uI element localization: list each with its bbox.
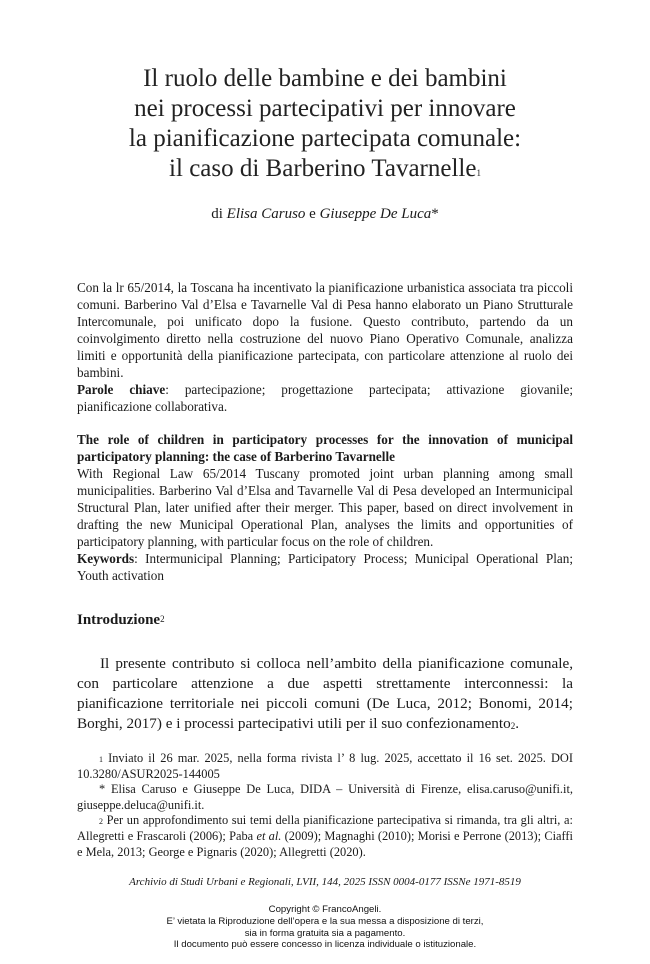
footnotes xyxy=(77,751,573,860)
english-title: The role of children in participatory processes for the innovation of municipal participatory planning: the case of Barberino Tavarnelle xyxy=(77,432,573,464)
abstract-italian xyxy=(77,279,573,415)
abstract-text: With Regional Law 65/2014 Tuscany promoted joint urban planning among small municipalities. Barberino Val d’Elsa and Tavarnelle Val di Pesa developed an Intermunicipal Structural Plan, later unified after their merger. This paper, based on direct involvement in drafting the new Municipal Operational Plan, analyses the limits and opportunities of participatory planning, with particular focus on the role of children. xyxy=(77,466,573,549)
abstract-english xyxy=(77,431,573,584)
keywords-label: Parole chiave xyxy=(77,382,166,397)
heading-footnote-mark: 2 xyxy=(160,614,165,624)
keywords-en: Keywords: Intermunicipal Planning; Participatory Process; Municipal Operational Plan; Youth activation xyxy=(77,551,573,583)
title-line: il caso di Barberino Tavarnelle$^1$ xyxy=(169,155,481,182)
author-name: Giuseppe De Luca xyxy=(319,206,432,222)
copyright-notice: Copyright © FrancoAngeli. E’ vietata la Riproduzione dell’opera e la sua messa a disposizione di terzi, sia in forma gratuita sia a pagamento. Il documento può essere concesso in licenza individuale o istituzionale. xyxy=(166,904,484,951)
author-mark: * xyxy=(431,206,439,222)
body-footnote-mark: 2 xyxy=(510,721,516,731)
author-name: Elisa Caruso xyxy=(226,206,306,222)
journal-citation: Archivio di Studi Urbani e Regionali, LVII, 144, 2025 ISSN 0004-0177 ISSNe 1971-8519 xyxy=(129,876,521,888)
title-line: la pianificazione partecipata comunale: xyxy=(128,125,522,152)
keywords-label: Keywords xyxy=(77,551,135,566)
footnote-authors: * Elisa Caruso e Giuseppe De Luca, DIDA – Università di Firenze, elisa.caruso@unifi.it, giuseppe.deluca@unifi.it. xyxy=(77,782,573,812)
footnote-2: $^2$ Per un approfondimento sui temi della pianificazione partecipativa si rimanda, tra gli altri, a: Allegretti e Frascaroli (2006); Paba et al. (2009); Magnaghi (2010); Morisi e Perrone (2013); Ciaffi e Mela, 2013; George e Pignaris (2020); Allegretti (2020). xyxy=(77,813,573,859)
keywords-it: Parole chiave: partecipazione; progettazione partecipata; attivazione giovanile; pianificazione collaborativa. xyxy=(77,382,573,414)
title-footnote-mark: 1 xyxy=(476,168,481,178)
article-title xyxy=(77,64,573,184)
title-line: nei processi partecipativi per innovare xyxy=(134,95,516,122)
section-heading: Introduzione$^2$ xyxy=(77,612,165,628)
footnote-1: $^1$ Inviato il 26 mar. 2025, nella forma rivista l’ 8 lug. 2025, accettato il 16 set. 2025. DOI 10.3280/ASUR2025-144005 xyxy=(77,751,574,781)
title-line: Il ruolo delle bambine e dei bambini xyxy=(143,65,507,92)
abstract-text: Con la lr 65/2014, la Toscana ha incentivato la pianificazione urbanistica associata tra piccoli comuni. Barberino Val d’Elsa e Tavarnelle Val di Pesa hanno elaborato un Piano Strutturale Intercomunale, poi unificato dopo la fusione. Questo contributo, partendo da un coinvolgimento diretto nella costruzione del nuovo Piano Operativo Comunale, analizza limiti e opportunità della pianificazione partecipata, con particolare attenzione al ruolo dei bambini. xyxy=(77,280,573,380)
author-line: di Elisa Caruso e Giuseppe De Luca* xyxy=(211,206,439,222)
body-paragraph: Il presente contributo si colloca nell’ambito della pianificazione comunale, con particolare attenzione a due aspetti strettamente interconnessi: la pianificazione territoriale nei piccoli comuni (De Luca, 2012; Bonomi, 2014; Borghi, 2017) e i processi partecipativi utili per il suo confezionamento$^2$. xyxy=(77,655,573,732)
